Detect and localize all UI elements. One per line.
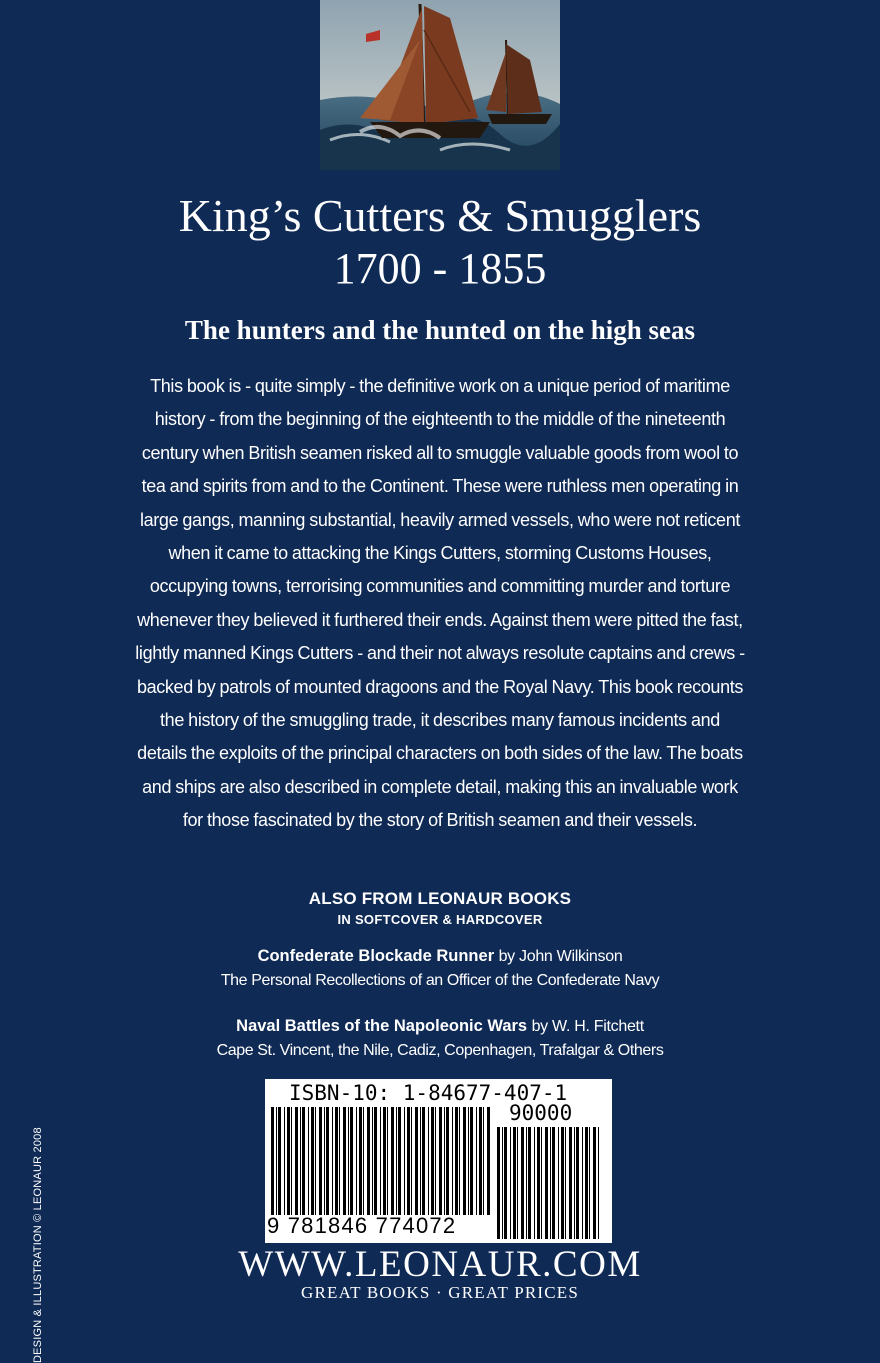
barcode-bar [487,1107,490,1215]
barcode-bar [359,1107,362,1215]
barcode-bar [343,1107,346,1215]
barcode-bar [271,1107,274,1215]
barcode-bar [431,1107,434,1215]
isbn-barcode [265,1079,612,1243]
barcode-bar [504,1127,507,1239]
barcode-bar [276,1107,277,1215]
publisher-website: WWW.LEONAUR.COM [238,1244,642,1285]
barcode-bar [589,1127,590,1239]
barcode-bar [383,1107,386,1215]
barcode-bar [350,1107,353,1215]
barcode-bar [598,1127,599,1239]
barcode-bar [367,1107,370,1215]
barcode-bar [420,1107,421,1215]
barcode-bar [308,1107,309,1215]
barcode-bar [521,1127,524,1239]
related-book-description: Cape St. Vincent, the Nile, Cadiz, Copenhagen, Trafalgar & Others [216,1042,664,1059]
barcode-bar [380,1107,381,1215]
book-description: This book is - quite simply - the definitive work on a unique period of maritime history - from the beginning of the eighteenth to the middle of the nineteenth century when British seamen risked all to smuggle valuable goods from wool to tea and spirits from and to the Continent. These were ruthless men operating in large gangs, manning substantial, heavily armed vessels, who were not reticent when it came to attacking the Kings Cutters, storming Customs Houses, occupying towns, terrorising communities and committing murder and torture whenever they believed it furthered their ends. Against them were pitted the fast, lightly manned Kings Cutters - and their not always resolute captains and crews - backed by patrols of mounted dragoons and the Royal Navy. This book recounts the history of the smuggling trade, it describes many famous incidents and details the exploits of the principal characters on both sides of the law. The boats and ships are also described in complete detail, making this an invaluable work for those fascinated by the story of British seamen and their vessels. [135,376,745,831]
barcode-bar [278,1107,281,1215]
book-years: 1700 - 1855 [333,244,547,293]
barcode-bar [452,1107,453,1215]
barcode-bar [444,1107,445,1215]
barcode-bar [537,1127,540,1239]
barcode-bar [517,1127,518,1239]
barcode-bar [585,1127,588,1239]
barcode-bar [363,1107,364,1215]
barcode-bar [302,1107,305,1215]
barcode-bar [391,1107,394,1215]
barcode-bar [545,1127,548,1239]
barcode-bar [534,1127,535,1239]
barcode-bar [287,1107,290,1215]
barcode-bar [295,1107,298,1215]
book-subtitle: The hunters and the hunted on the high seas [184,315,696,345]
barcode-bar [372,1107,373,1215]
barcode-bar [446,1107,449,1215]
publisher-tagline: GREAT BOOKS · GREAT PRICES [300,1283,580,1302]
also-from-heading: ALSO FROM LEONAUR BOOKS [308,889,572,908]
barcode-bar [582,1127,583,1239]
barcode-bar [569,1127,572,1239]
barcode-bar [526,1127,527,1239]
barcode-bar [550,1127,551,1239]
barcode-bar [565,1127,566,1239]
cutter-painting [320,0,560,170]
barcode-bar [468,1107,469,1215]
barcode-bar [455,1107,458,1215]
barcode-bar [291,1107,292,1215]
barcode-bar [435,1107,436,1215]
barcode-bar [513,1127,516,1239]
barcode-bar [326,1107,329,1215]
barcode-bar [335,1107,338,1215]
barcode-bar [324,1107,325,1215]
barcode-bar [284,1107,285,1215]
barcode-bar [479,1107,482,1215]
cover-illustration [320,0,560,170]
barcode-bar [470,1107,473,1215]
barcode-bar [574,1127,575,1239]
barcode-bar [396,1107,397,1215]
design-credit: DESIGN & ILLUSTRATION © LEONAUR 2008 [32,1127,44,1363]
barcode-bar [411,1107,412,1215]
also-from-subheading: IN SOFTCOVER & HARDCOVER [337,912,543,927]
barcode-bar [319,1107,322,1215]
barcode-bar [398,1107,401,1215]
barcode-bar [528,1127,531,1239]
barcode-bar [502,1127,503,1239]
barcode-bar [576,1127,579,1239]
related-book-author: by W. H. Fitchett [531,1018,644,1035]
price-code: 90000 [509,1101,573,1125]
related-book-title: Confederate Blockade Runner [257,947,495,965]
barcode-bar [459,1107,460,1215]
barcode-bar [339,1107,340,1215]
related-book-description: The Personal Recollections of an Officer of the Confederate Navy [220,972,660,989]
barcode-bar [561,1127,564,1239]
barcode-bar [463,1107,466,1215]
related-book-author: by John Wilkinson [498,948,623,965]
barcode-bar [593,1127,596,1239]
barcode-bar [422,1107,425,1215]
barcode-bar [300,1107,301,1215]
barcode-bar [428,1107,429,1215]
related-book-1 [0,944,880,993]
barcode-bar [311,1107,314,1215]
barcode-bar [483,1107,484,1215]
barcode-bar [510,1127,511,1239]
barcode-bar [552,1127,555,1239]
barcode-bar [404,1107,405,1215]
barcode-bar [356,1107,357,1215]
barcode-bar [407,1107,410,1215]
book-title: King’s Cutters & Smugglers [178,190,702,241]
barcode-bar [497,1127,500,1239]
barcode-bar [558,1127,559,1239]
barcode-bar [387,1107,388,1215]
barcode-bar [476,1107,477,1215]
barcode-bar [374,1107,377,1215]
barcode-bar [315,1107,316,1215]
barcode-bar [415,1107,418,1215]
ean-digits: 9 781846 774072 [267,1213,457,1238]
related-book-2 [0,1014,880,1063]
barcode-bar [332,1107,333,1215]
barcode-bar [541,1127,542,1239]
related-book-title: Naval Battles of the Napoleonic Wars [236,1017,528,1035]
barcode-bar [439,1107,442,1215]
isbn-number: ISBN-10: 1-84677-407-1 [289,1081,568,1105]
barcode-bar [348,1107,349,1215]
